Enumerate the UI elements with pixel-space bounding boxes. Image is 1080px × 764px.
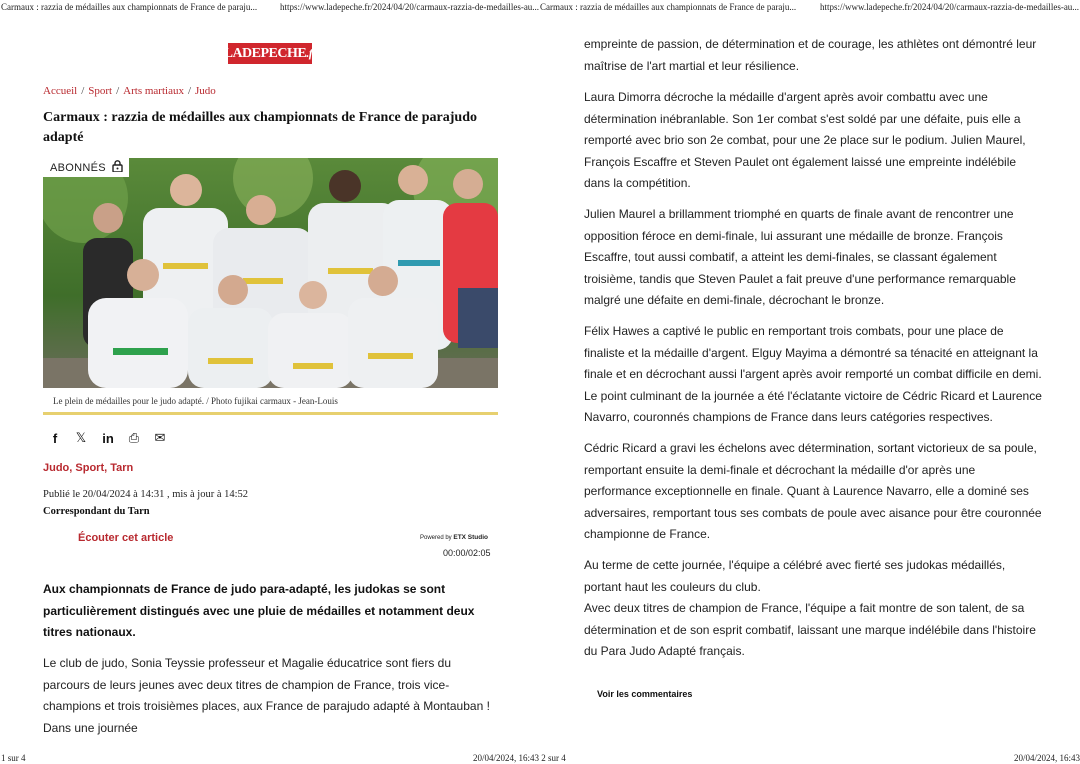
breadcrumb-separator: /: [116, 85, 120, 97]
subscriber-badge-label: ABONNÉS: [50, 161, 106, 174]
breadcrumb-accueil[interactable]: Accueil: [43, 85, 78, 97]
subscriber-badge: [43, 158, 129, 177]
powered-by-prefix: Powered by: [420, 535, 452, 541]
facebook-icon[interactable]: f: [52, 430, 58, 446]
article-paragraph: Cédric Ricard a gravi les échelons avec détermination, sortant victorieux de sa poule, remportant ensuite la demi-finale et décrochant la médaille d'or après une performance exceptionnelle en finale. Quant à Laurence Navarro, elle a dominé ses adversaires, remportant tous ses combats de poule avec aisance pour être couronnée championne de France.: [584, 441, 1042, 541]
article-author: Correspondant du Tarn: [43, 506, 150, 517]
print-footer-middle: 20/04/2024, 16:43 2 sur 4: [473, 753, 566, 763]
print-header-title-right: Carmaux : razzia de médailles aux championnats de France de paraju...: [540, 2, 797, 12]
photo-caption: Le plein de médailles pour le judo adapté. / Photo fujikai carmaux - Jean-Louis: [53, 396, 338, 406]
caption-rule: [43, 412, 498, 415]
article-paragraph: Julien Maurel a brillamment triomphé en quarts de finale avant de rencontrer une opposition féroce en demi-finale, lui assurant une médaille de bronze. François Escaffre, tout aussi combatif, a atteint les demi-finales, se classant également troisième, tandis que Steven Paulet a fait preuve d'une performance remarquable malgré une défaite en demi-finale, décrochant le bronze.: [584, 207, 1016, 307]
powered-by-brand: ETX Studio: [453, 534, 489, 541]
print-header-url-right: https://www.ladepeche.fr/2024/04/20/carmaux-razzia-de-medailles-au...: [820, 2, 1080, 12]
print-header-url-left: https://www.ladepeche.fr/2024/04/20/carmaux-razzia-de-medailles-au...: [280, 2, 540, 12]
ladepeche-logo[interactable]: [223, 43, 317, 64]
breadcrumb-separator: /: [81, 85, 85, 97]
print-icon[interactable]: ⎙: [128, 430, 140, 445]
email-icon[interactable]: ✉: [154, 430, 166, 445]
article-photo: [43, 158, 498, 388]
lock-icon: [112, 160, 123, 175]
article-lead: Aux championnats de France de judo para-adapté, les judokas se sont particulièrement distingués avec une pluie de médailles et notamment deux titres nationaux.: [43, 582, 475, 639]
article-paragraph: Félix Hawes a captivé le public en remportant trois combats, pour une place de finaliste et la médaille d'argent. Elguy Mayima a démontré sa ténacité en atteignant la finale et en décrochant aussi l'argent après avoir remporté un combat difficile en demi. Le point culminant de la journée a été l'éclatante victoire de Cédric Ricard et Laurence Navarro, couronnés champions de France dans leurs catégories respectives.: [584, 324, 1042, 424]
print-footer-page-left: 1 sur 4: [1, 753, 26, 763]
powered-by-label: [420, 534, 488, 541]
article-paragraph: Laura Dimorra décroche la médaille d'argent après avoir combattu avec une détermination inébranlable. Son 1er combat s'est soldé par une défaite, puis elle a remporté avec brio son 2e combat, pour une 2e place sur le podium. Julien Maurel, François Escaffre et Steven Paulet ont également laissé une empreinte indélébile dans la compétition.: [584, 90, 1026, 190]
article-paragraph: Avec deux titres de champion de France, l'équipe a fait montre de son talent, de sa détermination et de son esprit combatif, laissant une marque indélébile dans l'histoire du Para Judo Adapté français.: [584, 601, 1036, 658]
breadcrumb-separator: /: [187, 85, 192, 97]
x-icon[interactable]: 𝕏: [75, 430, 87, 445]
article-title: Carmaux : razzia de médailles aux championnats de France de parajudo adapté: [43, 110, 477, 145]
linkedin-icon[interactable]: in: [102, 430, 114, 446]
view-comments-link[interactable]: Voir les commentaires: [597, 689, 693, 699]
breadcrumb-arts-martiaux[interactable]: Arts martiaux: [123, 85, 184, 97]
audio-time: 00:00/02:05: [443, 548, 491, 558]
logo-suffix: .fr: [306, 46, 317, 60]
listen-article-button[interactable]: Écouter cet article: [78, 532, 174, 544]
breadcrumb: [43, 85, 216, 97]
print-header-title-left: Carmaux : razzia de médailles aux championnats de France de paraju...: [1, 2, 258, 12]
article-tags[interactable]: Judo, Sport, Tarn: [43, 462, 134, 474]
print-footer-date-right: 20/04/2024, 16:43: [1014, 753, 1080, 763]
article-intro: Le club de judo, Sonia Teyssie professeur et Magalie éducatrice sont fiers du parcours de leurs jeunes avec deux titres de champion de France, trois vice-champions et trois troisièmes places, aux France de parajudo adapté à Montauban ! Dans une journée: [43, 656, 490, 735]
logo-main: LADEPECHE: [223, 45, 307, 61]
team-photo-illustration: [43, 158, 498, 388]
publication-date: Publié le 20/04/2024 à 14:31 , mis à jour à 14:52: [43, 489, 249, 500]
article-paragraph: Au terme de cette journée, l'équipe a célébré avec fierté ses judokas médaillés, portant haut les couleurs du club.: [584, 558, 1006, 594]
article-paragraph: empreinte de passion, de détermination et de courage, les athlètes ont démontré leur maîtrise de l'art martial et leur résilience.: [584, 37, 1037, 73]
breadcrumb-judo[interactable]: Judo: [195, 85, 216, 97]
breadcrumb-sport[interactable]: Sport: [88, 85, 113, 97]
